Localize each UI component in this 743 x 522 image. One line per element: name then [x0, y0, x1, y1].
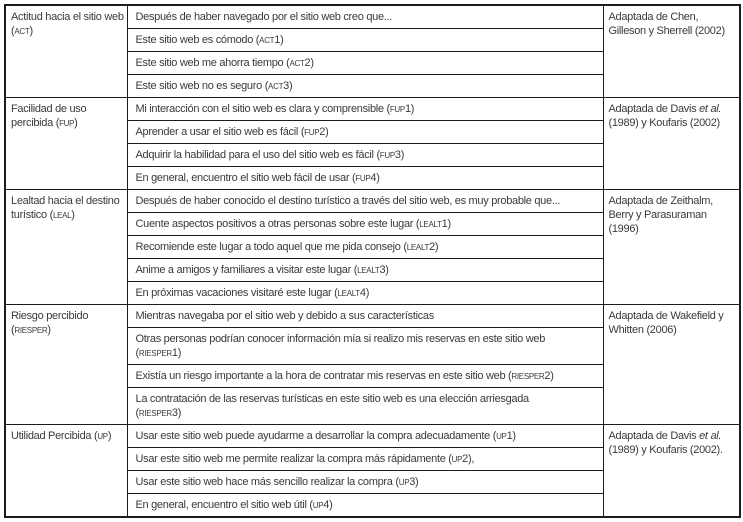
source-cell: [603, 98, 740, 190]
source-cell: [603, 5, 740, 98]
source-text: Adaptada de Davis: [608, 103, 700, 115]
construct-code: (leal): [49, 209, 75, 221]
item-text: Este sitio web no es seguro: [135, 80, 265, 92]
construct-label: Utilidad Percibida: [11, 430, 94, 442]
item-line: [136, 499, 333, 511]
item-code: (riesper3): [135, 407, 182, 419]
item-text: La contratación de las reservas turísticas en este sitio web es una elección arriesgada: [135, 393, 529, 405]
item-cell: [127, 236, 603, 259]
item-cell: [127, 75, 603, 98]
item-text: Aprender a usar el sitio web es fácil: [135, 126, 301, 138]
item-code: (lealt3): [353, 264, 389, 276]
item-cell: [127, 121, 603, 144]
construct-code: (riesper): [11, 324, 51, 336]
item-cell: [127, 328, 603, 365]
item-line: [136, 453, 475, 465]
table-row: [5, 305, 740, 328]
item-cell: [127, 167, 603, 190]
source-etal: et al.: [699, 430, 722, 442]
item-cell: [127, 190, 603, 213]
source-etal: et al.: [699, 103, 722, 115]
item-cell: [127, 5, 603, 29]
source-text-cont: (1989) y Koufaris (2002): [608, 117, 720, 129]
item-line: [136, 126, 329, 138]
item-cell: [127, 471, 603, 494]
item-text: En próximas vacaciones visitaré este lugar: [135, 287, 335, 299]
source-cell: [603, 425, 740, 518]
item-code: (up2),: [448, 453, 475, 465]
item-code: (fup3): [376, 149, 405, 161]
item-cell: [127, 448, 603, 471]
item-code: (act1): [255, 34, 284, 46]
item-code: (lealt2): [403, 241, 439, 253]
item-text: Existía un riesgo importante a la hora de contratar mis reservas en este sitio web: [135, 370, 509, 382]
construct-cell-leal: [5, 190, 127, 305]
item-line: [136, 287, 370, 299]
item-cell: [127, 282, 603, 305]
item-cell: [127, 98, 603, 121]
source-text: Adaptada de Chen, Gilleson y Sherrell (2002): [608, 11, 725, 37]
item-cell: [127, 388, 603, 425]
construct-code: (act): [11, 25, 33, 37]
construct-cell-act: [5, 5, 127, 98]
item-cell: [127, 144, 603, 167]
item-line: [136, 103, 415, 115]
item-text: Anime a amigos y familiares a visitar este lugar: [135, 264, 354, 276]
item-text: Otras personas podrían conocer información mía si realizo mis reservas en este sitio web: [135, 333, 546, 345]
item-cell: [127, 29, 603, 52]
item-code: (riesper2): [508, 370, 554, 382]
item-code: (fup1): [386, 103, 415, 115]
source-text: Adaptada de Wakefield y Whitten (2006): [608, 310, 724, 336]
item-line: [136, 264, 389, 276]
item-code: (up3): [395, 476, 419, 488]
item-text: Usar este sitio web me permite realizar la compra más rápidamente: [135, 453, 449, 465]
item-code: (lealt1): [415, 218, 451, 230]
construct-cell-riesper: [5, 305, 127, 425]
item-text: Mi interacción con el sitio web es clara y comprensible: [135, 103, 387, 115]
item-text: Recomiende este lugar a todo aquel que me pida consejo: [135, 241, 404, 253]
item-code: (fup2): [300, 126, 329, 138]
item-cell: [127, 259, 603, 282]
construct-cell-fup: [5, 98, 127, 190]
item-cell: [127, 494, 603, 518]
construct-code: (up): [93, 430, 112, 442]
item-line: [136, 57, 314, 69]
source-cell: [603, 305, 740, 425]
construct-label: Riesgo percibido: [11, 310, 89, 322]
item-text: Cuente aspectos positivos a otras personas sobre este lugar: [135, 218, 416, 230]
table-row: [5, 5, 740, 29]
item-line: [136, 172, 380, 184]
source-text-cont: (1989) y Koufaris (2002).: [608, 444, 723, 456]
item-text: En general, encuentro el sitio web útil: [135, 499, 310, 511]
item-cell: [127, 305, 603, 328]
table-row: [5, 425, 740, 448]
item-code: (fup4): [351, 172, 380, 184]
item-line: [136, 430, 516, 442]
item-text: Este sitio web es cómodo: [135, 34, 256, 46]
item-text: Después de haber conocido el destino turístico a través del sitio web, es muy probable que...: [135, 195, 561, 207]
item-code: (up4): [309, 499, 333, 511]
item-code: (act3): [264, 80, 293, 92]
item-cell: [127, 52, 603, 75]
item-text: Adquirir la habilidad para el uso del sitio web es fácil: [135, 149, 377, 161]
item-line: [136, 218, 451, 230]
item-line: [136, 34, 284, 46]
source-cell: [603, 190, 740, 305]
source-text: Adaptada de Davis: [608, 430, 700, 442]
construct-code: (fup): [55, 117, 78, 129]
measurement-scale-table: [4, 4, 741, 518]
item-cell: [127, 365, 603, 388]
construct-cell-up: [5, 425, 127, 518]
item-cell: [127, 213, 603, 236]
item-text: Este sitio web me ahorra tiempo: [135, 57, 287, 69]
table-row: [5, 190, 740, 213]
item-line: [136, 370, 554, 382]
item-text: Mientras navegaba por el sitio web y debido a sus características: [135, 310, 434, 322]
item-line: [136, 241, 439, 253]
construct-label: Actitud hacia el sitio web: [11, 11, 124, 23]
item-code: (up1): [492, 430, 516, 442]
item-text: Después de haber navegado por el sitio web creo que...: [135, 11, 393, 23]
item-text: Usar este sitio web hace más sencillo realizar la compra: [135, 476, 396, 488]
item-code: (act2): [286, 57, 314, 69]
construct-line: [11, 430, 111, 442]
item-line: [136, 149, 405, 161]
item-text: En general, encuentro el sitio web fácil de usar: [135, 172, 352, 184]
table-row: [5, 98, 740, 121]
construct-label: Lealtad hacia el destino turístico: [11, 195, 120, 221]
item-cell: [127, 425, 603, 448]
item-line: [136, 80, 293, 92]
source-text: Adaptada de Zeithalm, Berry y Parasuraman (1996): [608, 195, 713, 235]
construct-label: Facilidad de uso percibida: [11, 103, 87, 129]
item-code: (lealt4): [334, 287, 370, 299]
item-code: (riesper1): [135, 347, 182, 359]
item-line: [136, 476, 419, 488]
item-text: Usar este sitio web puede ayudarme a desarrollar la compra adecuadamente: [135, 430, 493, 442]
